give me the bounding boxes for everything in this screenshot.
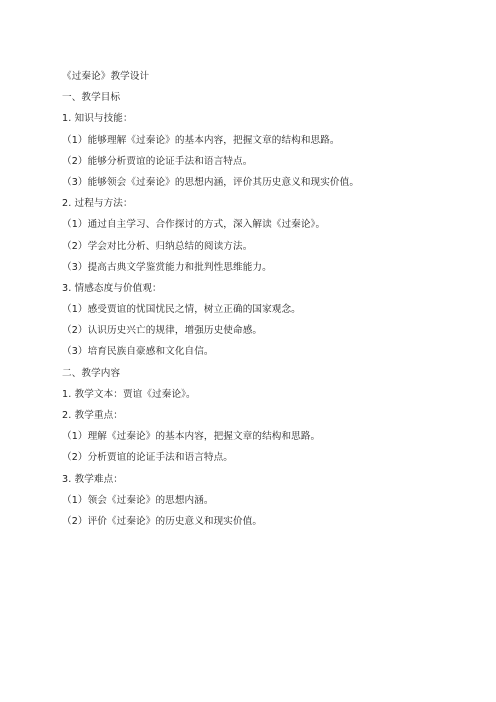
subheading-process-methods: 2. 过程与方法： bbox=[62, 198, 133, 210]
text-line: （2）分析贾谊的论证手法和语言特点。 bbox=[62, 452, 233, 464]
subheading-teaching-difficulty: 3. 教学难点： bbox=[62, 473, 123, 485]
subheading-teaching-focus: 2. 教学重点： bbox=[62, 410, 123, 421]
text-line: （1）理解《过秦论》的基本内容，把握文章的结构和思路。 bbox=[62, 431, 321, 443]
text-line: 1. 教学文本：贾谊《过秦论》。 bbox=[62, 388, 196, 400]
document-title: 《过秦论》教学设计 bbox=[62, 71, 150, 82]
section-heading-teaching-content: 二、教学内容 bbox=[62, 367, 121, 379]
text-line: （2）评价《过秦论》的历史意义和现实价值。 bbox=[62, 515, 263, 527]
text-line: （3）能够领会《过秦论》的思想内涵，评价其历史意义和现实价值。 bbox=[62, 176, 360, 188]
subheading-emotion-values: 3. 情感态度与价值观： bbox=[62, 282, 162, 294]
text-line: （2）能够分析贾谊的论证手法和语言特点。 bbox=[62, 155, 253, 167]
text-line: （2）认识历史兴亡的规律，增强历史使命感。 bbox=[62, 325, 263, 337]
text-line: （1）通过自主学习、合作探讨的方式，深入解读《过秦论》。 bbox=[62, 219, 326, 231]
section-heading-teaching-goals: 一、教学目标 bbox=[62, 92, 121, 104]
text-line: （3）培育民族自豪感和文化自信。 bbox=[62, 346, 214, 358]
text-line: （2）学会对比分析、归纳总结的阅读方法。 bbox=[62, 240, 253, 252]
text-line: （3）提高古典文学鉴赏能力和批判性思维能力。 bbox=[62, 261, 272, 273]
document-body bbox=[62, 66, 482, 532]
subheading-knowledge-skills: 1. 知识与技能： bbox=[62, 113, 133, 125]
text-line: （1）领会《过秦论》的思想内涵。 bbox=[62, 494, 214, 506]
text-line: （1）能够理解《过秦论》的基本内容，把握文章的结构和思路。 bbox=[62, 134, 340, 146]
text-line: （1）感受贾谊的忧国忧民之情，树立正确的国家观念。 bbox=[62, 304, 301, 316]
